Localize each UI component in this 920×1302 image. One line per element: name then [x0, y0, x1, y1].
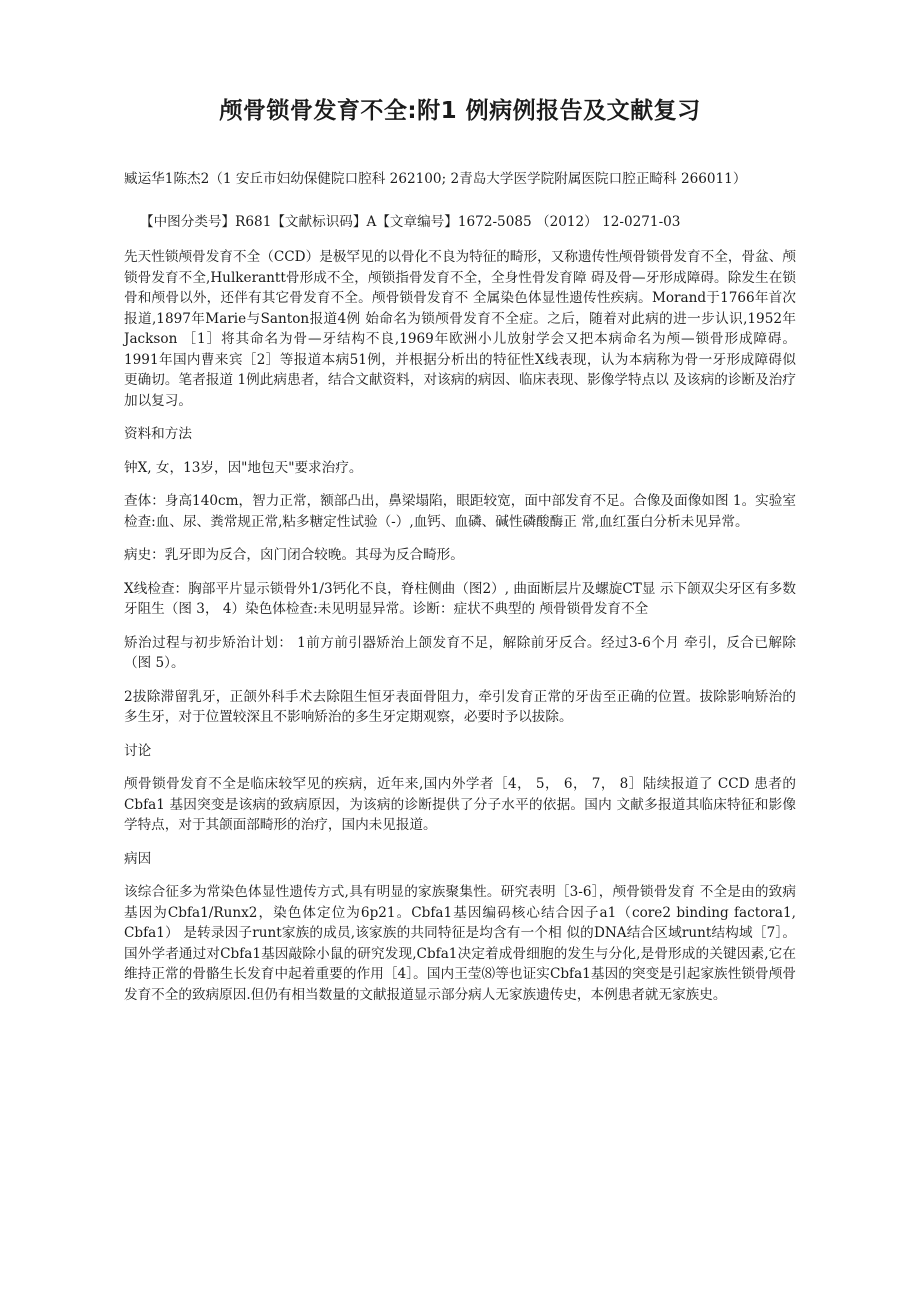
discussion-paragraph: 颅骨锁骨发育不全是临床较罕见的疾病，近年来,国内外学者［4， 5， 6， 7， 8］陆续报道了 CCD 患者的 Cbfa1 基因突变是该病的致病原因，为该病的诊断提供了分子水平的依据。国内 文献多报道其临床特征和影像学特点，对于其颌面部畸形的治疗，国内未见报道。: [124, 776, 796, 833]
xray-paragraph: X线检查：胸部平片显示锁骨外1/3钙化不良，脊柱侧曲（图2）, 曲面断层片及螺旋CT显 示下颌双尖牙区有多数牙阻生（图 3， 4）染色体检查:未见明显异常。诊断：症状不典型的 颅骨锁骨发育不全: [124, 580, 796, 617]
case-paragraph: 钟X, 女，13岁，因"地包天"要求治疗。: [124, 459, 363, 476]
treatment-step2-paragraph: 2拔除滞留乳牙，正颌外科手术去除阻生恒牙表面骨阻力，牵引发育正常的牙齿至正确的位置。拔除影响矫治的多生牙，对于位置较深且不影响矫治的多生牙定期观察，必要时予以拔除。: [124, 688, 796, 725]
section-heading-materials: 资料和方法: [124, 426, 192, 442]
etiology-paragraph: 该综合征多为常染色体显性遗传方式,具有明显的家族聚集性。研究表明［3-6］，颅骨锁骨发育 不全是由的致病基因为Cbfa1/Runx2，染色体定位为6p21。Cbfa1基因编码核心结合因子a1（core2 binding factora1, Cbfa1） 是转录因子runt家族的成员,该家族的共同特征是均含有一个相 似的DNA结合区域runt结构域［7］。国外学者通过对Cbfa1基因敲除小鼠的研究发现,Cbfa1决定着成骨细胞的发生与分化,是骨形成的关键因素,它在维持正常的骨骼生长发育中起着重要的作用［4］。国内王莹⑻等也证实Cbfa1基因的突变是引起家族性锁骨颅骨发育不全的致病原因.但仍有相当数量的文献报道显示部分病人无家族遗传史，本例患者就无家族史。: [124, 884, 796, 1003]
intro-paragraph: 先天性锁颅骨发育不全（CCD）是极罕见的以骨化不良为特征的畸形，又称遗传性颅骨锁骨发育不全，骨盆、颅锁骨发育不全,Hulkerantt骨形成不全，颅锁指骨发育不全，全身性骨发育障 碍及骨—牙形成障碍。除发生在锁骨和颅骨以外，还伴有其它骨发育不全。颅骨锁骨发育不 全属染色体显性遗传性疾病。Morand于1766年首次报道,1897年Marie与Santon报道4例 始命名为锁颅骨发育不全症。之后，随着对此病的进一步认识,1952年Jackson ［1］将其命名为骨—牙结构不良,1969年欧洲小儿放射学会又把本病命名为颅—锁骨形成障碍。 1991年国内曹来宾［2］等报道本病51例，并根据分析出的特征性X线表现，认为本病称为骨一牙形成障碍似 更确切。笔者报道 1例此病患者，结合文献资料，对该病的病因、临床表现、影像学特点以 及该病的诊断及治疗加以复习。: [124, 249, 796, 409]
author-affiliations: 臧运华1陈杰2（1 安丘市妇幼保健院口腔科 262100; 2青岛大学医学院附属医院口腔正畸科 266011）: [124, 171, 747, 187]
treatment-paragraph: 矫治过程与初步矫治计划： 1前方前引器矫治上颌发育不足，解除前牙反合。经过3-6个月 牵引，反合已解除（图 5）。: [124, 634, 796, 671]
history-paragraph: 病史：乳牙即为反合，囟门闭合较晚。其母为反合畸形。: [124, 547, 464, 563]
paper-title: 颅骨锁骨发育不全:附1 例病例报告及文献复习: [219, 98, 701, 124]
section-heading-etiology: 病因: [124, 850, 152, 867]
exam-paragraph: 查体：身高140cm，智力正常，额部凸出，鼻梁塌陷，眼距较宽，面中部发育不足。合像及面像如图 1。实验室检查:血、尿、粪常规正常,粘多糖定性试验（-）,血钙、血磷、碱性磷酸酶正 常,血红蛋白分析未见异常。: [124, 493, 796, 530]
section-heading-discussion: 讨论: [124, 742, 152, 759]
classification-line: 【中图分类号】R681【文献标识码】A【文章编号】1672-5085 （2012） 12-0271-03: [140, 214, 681, 230]
